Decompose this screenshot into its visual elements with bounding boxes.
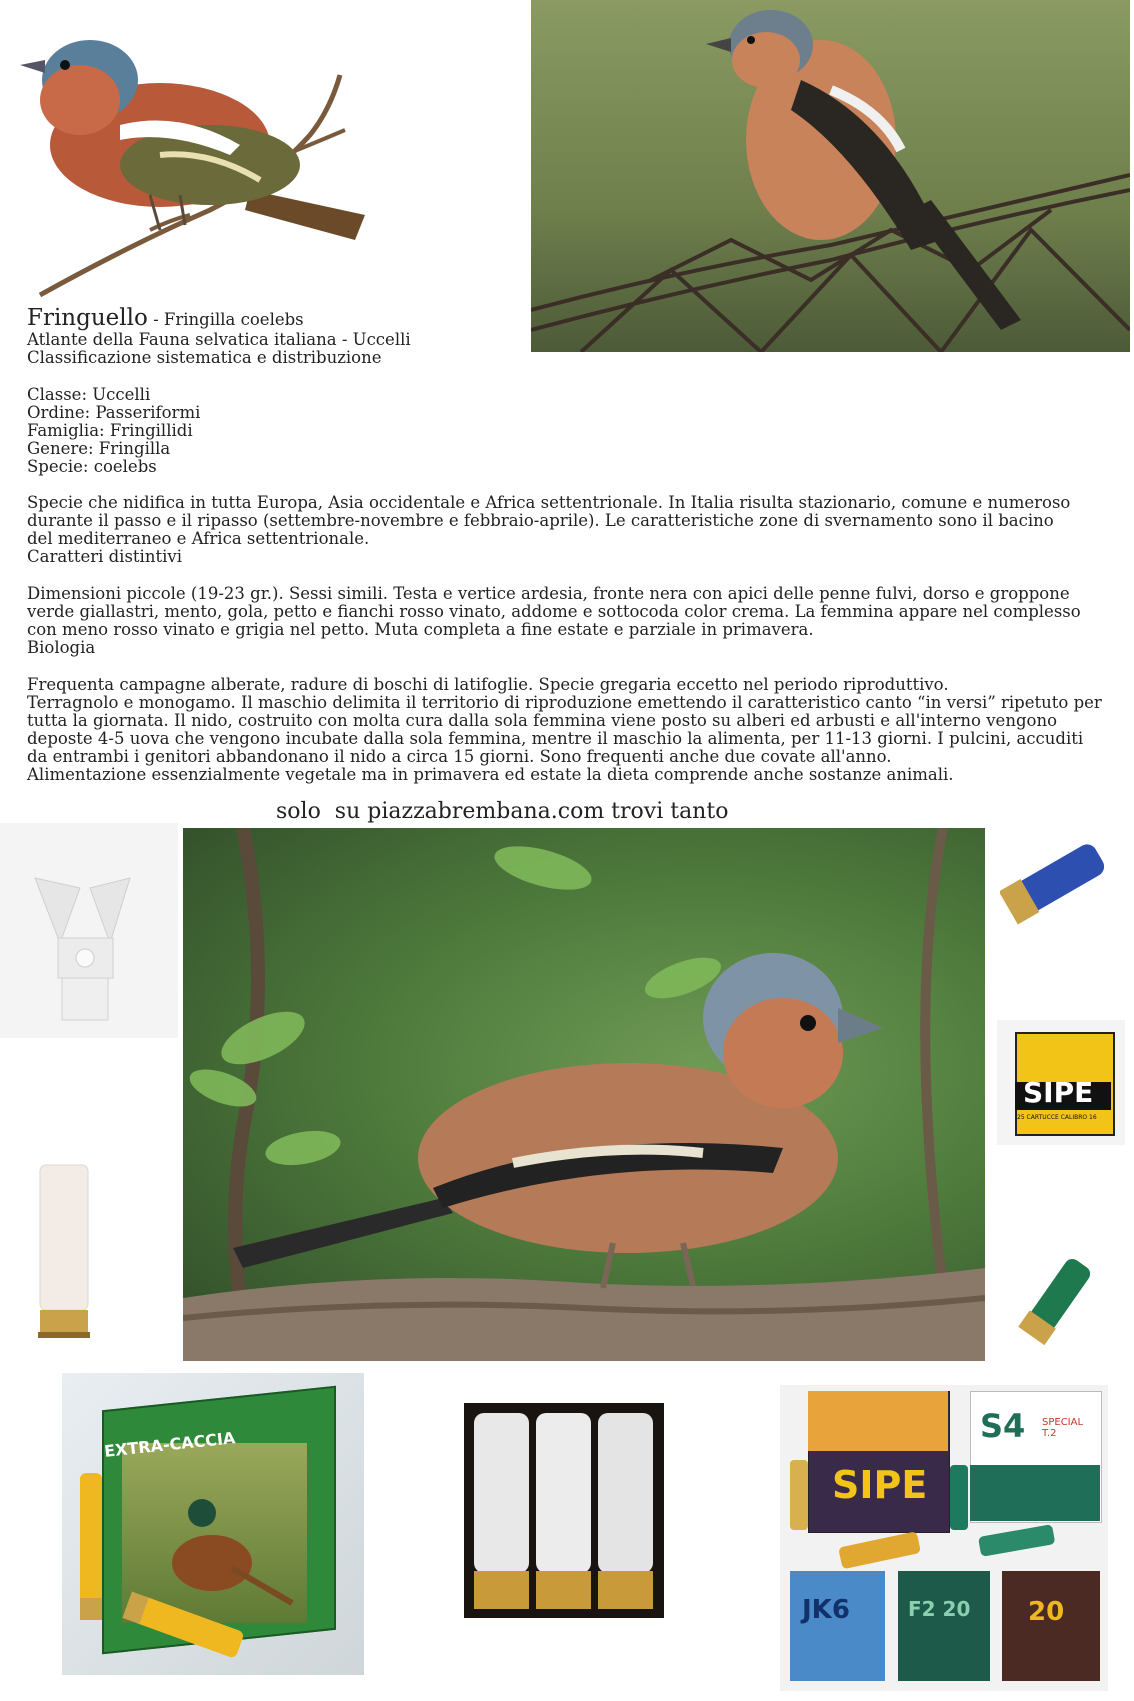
section-heading-biology: Biologia — [27, 638, 96, 657]
taxonomy-family: Famiglia: Fringillidi — [27, 421, 193, 440]
distribution-line: durante il passo e il ripasso (settembre-novembre e febbraio-aprile). Le caratteristiche zone di svernamento sono il bacino — [27, 511, 1054, 530]
biology-line: Alimentazione essenzialmente vegetale ma in primavera ed estate la dieta comprende anche sostanze animali. — [27, 765, 954, 784]
taxonomy-order: Ordine: Passeriformi — [27, 403, 201, 422]
cartridge-boxes-group-image — [780, 1385, 1108, 1691]
group-20-label: 20 — [1028, 1597, 1065, 1627]
shotgun-wad-image — [0, 823, 178, 1038]
features-paragraph — [27, 585, 1132, 657]
sipe-box-caption: 25 CARTUCCE CALIBRO 16 — [1017, 1114, 1097, 1121]
section-heading-features: Caratteri distintivi — [27, 547, 182, 566]
biology-paragraph — [27, 676, 1132, 784]
title-separator: - — [147, 310, 164, 329]
features-line: Dimensioni piccole (19-23 gr.). Sessi simili. Testa e vertice ardesia, fronte nera con apici delle penne fulvi, dorso e groppone — [27, 584, 1070, 603]
extra-caccia-box-image — [62, 1373, 364, 1675]
features-line: verde giallastri, mento, gola, petto e fianchi rosso vinato, addome e sottocoda color crema. La femmina appare nel complesso — [27, 602, 1081, 621]
bird-photo-log — [183, 828, 985, 1361]
green-shell-image — [1010, 1245, 1110, 1345]
blue-shell-image — [1000, 825, 1125, 930]
biology-line: Frequenta campagne alberate, radure di boschi di latifoglie. Specie gregaria eccetto nel periodo riproduttivo. — [27, 675, 949, 694]
taxonomy-genus: Genere: Fringilla — [27, 439, 171, 458]
species-common-name: Fringuello — [27, 305, 148, 331]
taxonomy-class: Classe: Uccelli — [27, 385, 151, 404]
group-f2-label: F2 20 — [908, 1597, 971, 1621]
group-sipe-label: SIPE — [832, 1463, 928, 1507]
site-banner-link[interactable]: solo su piazzabrembana.com trovi tanto — [276, 799, 729, 824]
taxonomy-list — [27, 386, 200, 476]
taxonomy-species: Specie: coelebs — [27, 457, 157, 476]
sipe-box-brand: SIPE — [1023, 1076, 1094, 1109]
group-s4-special-label: SPECIAL T.2 — [1042, 1417, 1084, 1439]
group-s4-label: S4 — [980, 1407, 1026, 1445]
bird-illustration — [10, 15, 370, 300]
atlas-subtitle: Atlante della Fauna selvatica italiana - Uccelli — [27, 330, 411, 349]
biology-line: da entrambi i genitori abbandonano il nido a circa 15 giorni. Sono frequenti anche due covate all'anno. — [27, 747, 892, 766]
biology-line: deposte 4-5 uova che vengono incubate dalla sola femmina, mentre il maschio la alimenta, per 11-13 giorni. I pulcini, accuditi — [27, 729, 1084, 748]
biology-line: Terragnolo e monogamo. Il maschio delimita il territorio di riproduzione emettendo il caratteristico canto “in versi” ripetuto per — [27, 693, 1102, 712]
distribution-line: del mediterraneo e Africa settentrionale. — [27, 529, 370, 548]
white-shells-trio-image — [464, 1403, 664, 1618]
white-shell-image — [30, 1160, 100, 1345]
distribution-line: Specie che nidifica in tutta Europa, Asia occidentale e Africa settentrionale. In Italia risulta stazionario, comune e numeroso — [27, 493, 1071, 512]
features-line: con meno rosso vinato e grigia nel petto. Muta completa a fine estate e parziale in primavera. — [27, 620, 814, 639]
sipe-box-image — [997, 1020, 1125, 1145]
distribution-paragraph — [27, 494, 1132, 566]
biology-line: tutta la giornata. Il nido, costruito con molta cura dalla sola femmina viene posto su alberi ed arbusti e all'interno vengono — [27, 711, 1058, 730]
group-jk6-label: JK6 — [802, 1595, 850, 1625]
extra-caccia-label: EXTRA-CACCIA — [103, 1428, 237, 1461]
section-heading-classification: Classificazione sistematica e distribuzione — [27, 348, 382, 367]
species-scientific-name: Fringilla coelebs — [163, 310, 304, 329]
bird-photo-fence — [531, 0, 1130, 352]
